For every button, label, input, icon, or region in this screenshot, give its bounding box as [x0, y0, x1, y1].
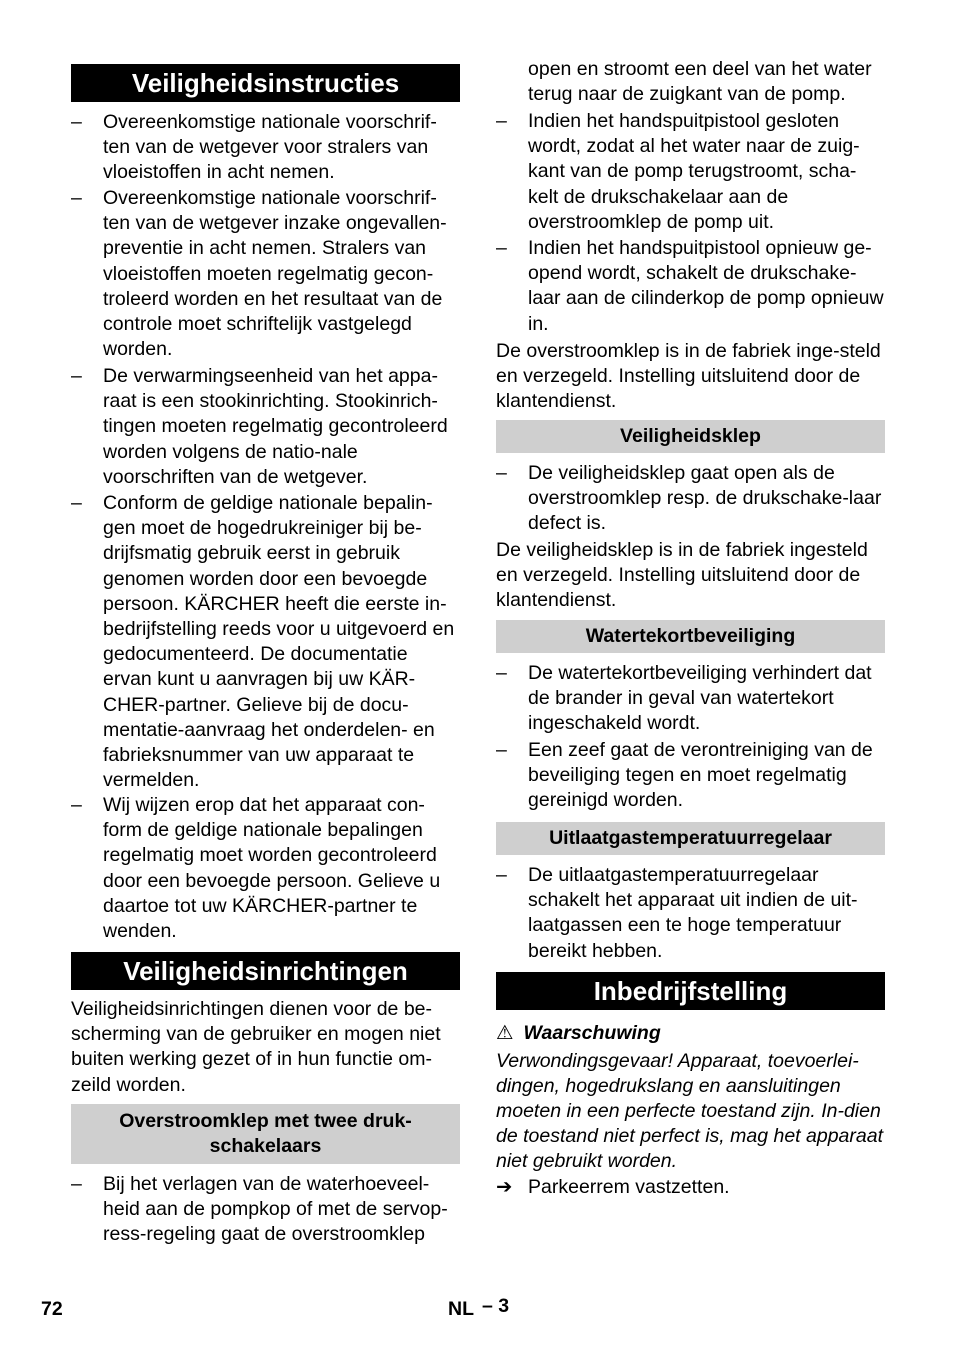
warning-heading [496, 1021, 885, 1046]
dash-icon: – [71, 111, 82, 133]
dash-icon: – [71, 365, 82, 387]
subheading-overflow-valve: Overstroomklep met twee druk-schakelaars [71, 1104, 460, 1164]
arrow-right-icon: ➔ [496, 1176, 513, 1198]
list-item [496, 109, 885, 235]
list-item [496, 738, 885, 814]
dash-icon: – [496, 739, 507, 761]
section-heading-safety-instructions: Veiligheidsinstructies [71, 64, 460, 102]
list-item [71, 491, 460, 793]
page-number: 72 [41, 1298, 63, 1320]
list-item [71, 110, 460, 186]
paragraph-overflow-note: De overstroomklep is in de fabriek inge-steld en verzegeld. Instelling uitsluitend door de klantendienst. [496, 340, 881, 413]
list-item-text: Een zeef gaat de verontreiniging van de beveiliging tegen en moet regelmatig gereinigd worden. [528, 739, 873, 812]
list-item-text: De veiligheidsklep gaat open als de overstroomklep resp. de drukschake-laar defect is. [528, 462, 882, 535]
section-heading-safety-devices: Veiligheidsinrichtingen [71, 952, 460, 990]
dash-icon: – [496, 864, 507, 886]
dash-icon: – [71, 492, 82, 514]
list-item-text: De watertekortbeveiliging verhindert dat de brander in geval van watertekort ingeschakeld wordt. [528, 662, 872, 735]
subheading-water-shortage: Watertekortbeveiliging [496, 620, 885, 653]
list-item-text: Conform de geldige nationale bepalin-gen moet de hogedrukreiniger bij be-drijfsmatig gebruik eerst in gebruik genomen worden door een bevoegde persoon. KÄRCHER heeft die eerste in-bedrijfstelling reeds voor u uitgevoerd en gedocumenteerd. De documentatie ervan kunt u aanvragen bij uw KÄR-CHER-partner. Gelieve bij de docu-mentatie-aanvraag het onderdelen- en fabrieksnummer van uw apparaat te vermelden. [103, 492, 455, 792]
list-item-text: Overeenkomstige nationale voorschrif-ten van de wetgever voor stralers van vloeistoffen in acht nemen. [103, 111, 437, 184]
dash-icon: – [71, 187, 82, 209]
warning-triangle-icon: ⚠ [496, 1022, 514, 1044]
list-item [71, 1172, 460, 1248]
list-item-continued [496, 57, 885, 107]
list-item [496, 863, 885, 964]
dash-icon: – [496, 237, 507, 259]
paragraph-devices-intro: Veiligheidsinrichtingen dienen voor de be-scherming van de gebruiker en mogen niet buiten werking gezet of in hun functie om-zeild worden. [71, 998, 441, 1096]
dash-icon: – [496, 662, 507, 684]
list-item-text: Wij wijzen erop dat het apparaat con-form de geldige nationale bepalingen regelmatig moet worden gecontroleerd door een bevoegde persoon. Gelieve u daartoe tot uw KÄRCHER-partner te wenden. [103, 794, 441, 943]
list-item [71, 793, 460, 944]
list-item [496, 461, 885, 537]
language-code: NL [448, 1298, 474, 1320]
list-item [71, 364, 460, 490]
list-item-text: De uitlaatgastemperatuurregelaar schakelt het apparaat uit indien de uit-laatgassen een te hoge temperatuur bereikt hebben. [528, 864, 858, 962]
list-item [496, 236, 885, 337]
dash-icon: – [496, 110, 507, 132]
paragraph-safety-valve-note: De veiligheidsklep is in de fabriek ingesteld en verzegeld. Instelling uitsluitend door de klantendienst. [496, 539, 868, 612]
warning-title: Waarschuwing [523, 1022, 661, 1044]
list-item [496, 661, 885, 737]
list-item-text: Bij het verlagen van de waterhoeveel-heid aan de pompkop of met de servop-ress-regeling gaat de overstroomklep [103, 1173, 448, 1246]
list-item-text: Indien het handspuitpistool gesloten wordt, zodat al het water naar de zuig-kant van de pomp terugstroomt, scha-kelt de drukschakelaar aan de overstroomklep de pomp uit. [528, 110, 860, 233]
list-item-text: Indien het handspuitpistool opnieuw ge-opend wordt, schakelt de drukschake-laar aan de cilinderkop de pomp opnieuw in. [528, 237, 884, 335]
instruction-step [496, 1175, 885, 1200]
dash-icon: – [71, 794, 82, 816]
dash-icon: – [71, 1173, 82, 1195]
warning-text: Verwondingsgevaar! Apparaat, toevoerlei-dingen, hogedrukslang en aansluitingen moeten in een perfecte toestand zijn. In-dien de toestand niet perfect is, mag het apparaat niet gebruikt worden. [496, 1050, 884, 1172]
instruction-step-text: Parkeerrem vastzetten. [528, 1176, 730, 1198]
subheading-safety-valve: Veiligheidsklep [496, 420, 885, 453]
list-item-text: De verwarmingseenheid van het appa-raat is een stookinrichting. Stookinrich-tingen moeten regelmatig gecontroleerd worden volgens de natio-nale voorschriften van de wetgever. [103, 365, 448, 488]
list-item [71, 186, 460, 362]
subheading-exhaust-temperature: Uitlaatgastemperatuurregelaar [496, 822, 885, 855]
page-suffix: – 3 [482, 1295, 510, 1317]
section-heading-start-up: Inbedrijfstelling [496, 972, 885, 1010]
dash-icon: – [496, 462, 507, 484]
list-item-text: Overeenkomstige nationale voorschrif-ten van de wetgever inzake ongevallen-preventie in acht nemen. Stralers van vloeistoffen moeten regelmatig gecon-troleerd worden en het resultaat van de controle moet schriftelijk vastgelegd worden. [103, 187, 447, 361]
list-item-text: open en stroomt een deel van het water terug naar de zuigkant van de pomp. [528, 58, 872, 106]
